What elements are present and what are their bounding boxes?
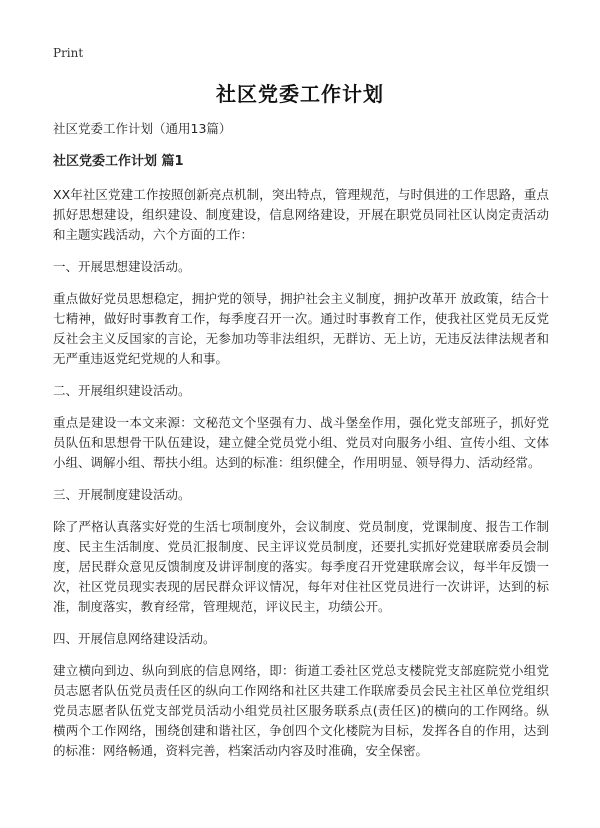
organization-paragraph: 重点是建设一本文来源：文秘范文个坚强有力、战斗堡垒作用，强化党支部班子，抓好党员队伍和思想骨干队伍建设，建立健全党员党小组、党员对向服务小组、宣传小组、文体小组、调解小组、帮扶小组。达到的标准：组织健全，作用明显、领导得力、活动经常。 [53,415,549,470]
page-title: 社区党委工作计划 [216,82,384,106]
document-subtitle: 社区党委工作计划（通用13篇） [53,121,232,136]
print-link[interactable]: Print [53,46,84,60]
intro-paragraph: XX年社区党建工作按照创新亮点机制，突出特点，管理规范，与时俱进的工作思路，重点抓好思想建设，组织建设、制度建设，信息网络建设，开展在职党员同社区认岗定责活动和主题实践活动，六个方面的工作： [53,187,549,242]
item-heading-ideology: 一、开展思想建设活动。 [53,259,191,274]
item-heading-system: 三、开展制度建设活动。 [53,487,191,502]
item-heading-network: 四、开展信息网络建设活动。 [53,631,216,646]
document-body [53,119,549,773]
system-paragraph: 除了严格认真落实好党的生活七项制度外，会议制度、党员制度，党课制度、报告工作制度、民主生活制度、党员汇报制度、民主评议党员制度，还要扎实抓好党建联席委员会制度，居民群众意见反馈制度及讲评制度的落实。每季度召开党建联席会议，每半年反馈一次，社区党员现实表现的居民群众评议情况，每年对住社区党员进行一次讲评，达到的标准，制度落实，教育经常，管理规范，评议民主，功绩公开。 [53,519,549,614]
item-heading-organization: 二、开展组织建设活动。 [53,383,191,398]
ideology-paragraph: 重点做好党员思想稳定，拥护党的领导，拥护社会主义制度，拥护改革开 放政策，结合十七精神，做好时事教育工作，每季度召开一次。通过时事教育工作，使我社区党员无反党反社会主义反国家的言论，无参加功等非法组织，无群访、无上访，无违反法律法规者和无严重违返党纪党规的人和事。 [53,291,549,366]
section-heading: 社区党委工作计划 篇1 [53,154,184,169]
network-paragraph: 建立横向到边、纵向到底的信息网络，即：街道工委社区党总支楼院党支部庭院党小组党员志愿者队伍党员责任区的纵向工作网络和社区共建工作联席委员会民主社区单位党组织党员志愿者队伍党支部党员活动小组党员社区服务联系点(责任区)的横向的工作网络。纵横两个工作网络，围绕创建和谐社区，争创四个文化楼院为目标，发挥各自的作用，达到的标准：网络畅通，资料完善，档案活动内容及时准确，安全保密。 [53,663,549,758]
